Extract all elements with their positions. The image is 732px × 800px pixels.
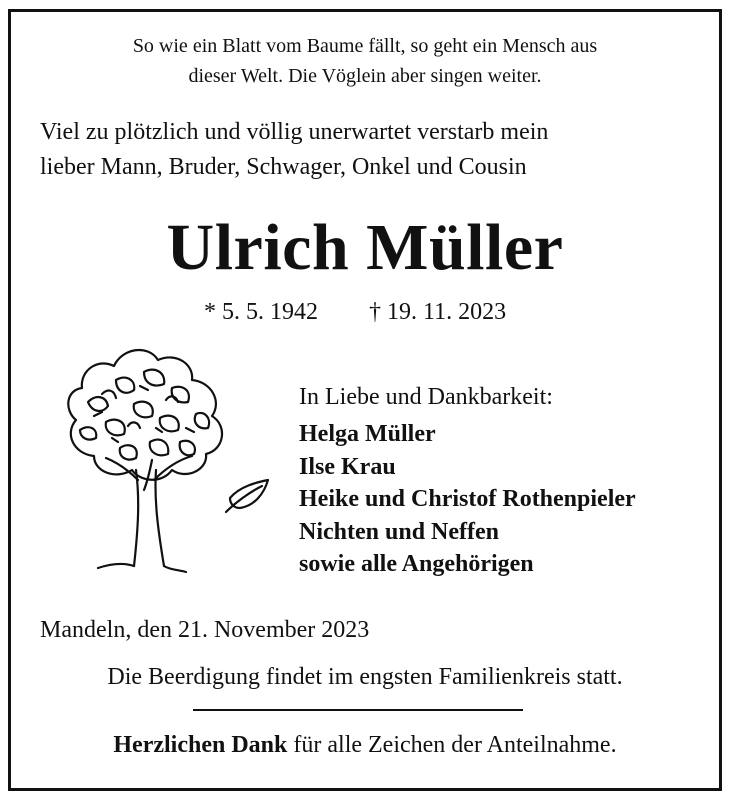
intro-text [40, 115, 548, 185]
tree-icon [36, 330, 276, 580]
mourner-name: sowie alle Angehörigen [299, 551, 534, 577]
closing-thanks-rest: für alle Zeichen der Anteilnahme. [287, 732, 617, 758]
mourner-name: Helga Müller [299, 421, 436, 447]
funeral-note: Die Beerdigung findet im engsten Familienkreis statt. [107, 664, 623, 690]
mourner-name: Ilse Krau [299, 453, 396, 480]
deceased-name: Ulrich Müller [166, 211, 564, 284]
mourners-list [299, 418, 636, 581]
closing-thanks [11, 730, 719, 760]
intro-line-2: lieber Mann, Bruder, Schwager, Onkel und Cousin [40, 154, 527, 180]
mourner-name: Heike und Christof Rothenpieler [299, 486, 636, 512]
closing-thanks-bold: Herzlichen Dank [113, 732, 288, 758]
death-date: † 19. 11. 2023 [369, 299, 507, 325]
motto-line-1: So wie ein Blatt vom Baume fällt, so geht ein Mensch aus [132, 35, 598, 57]
motto [11, 31, 719, 91]
divider-line [193, 709, 523, 711]
obituary-frame [8, 9, 722, 791]
mourners-label: In Liebe und Dankbarkeit: [299, 384, 553, 410]
mourner-name: Nichten und Neffen [299, 518, 500, 545]
birth-date: * 5. 5. 1942 [204, 299, 318, 325]
motto-line-2: dieser Welt. Die Vöglein aber singen weiter. [188, 65, 542, 87]
intro-line-1: Viel zu plötzlich und völlig unerwartet verstarb mein [40, 119, 549, 145]
place-and-date: Mandeln, den 21. November 2023 [40, 617, 370, 643]
